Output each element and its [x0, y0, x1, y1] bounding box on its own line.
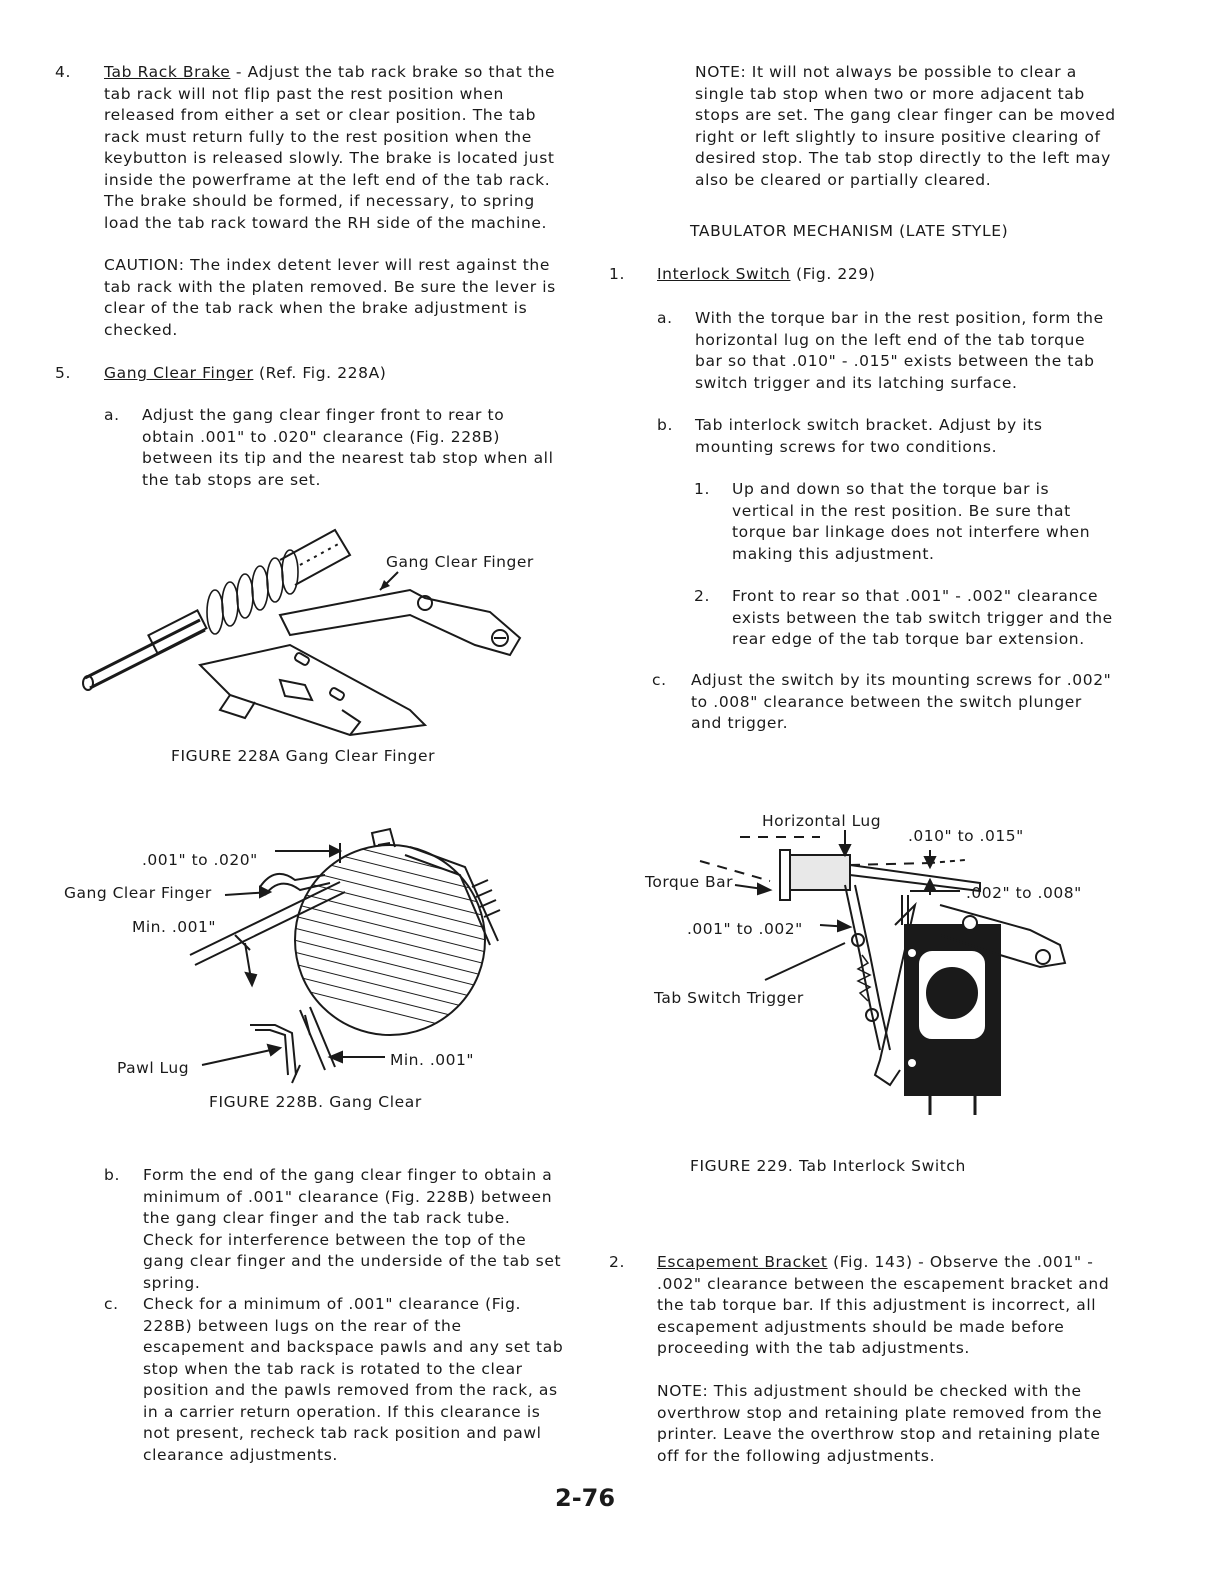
fig229-label-001: .001" to .002": [687, 920, 803, 938]
section-heading: TABULATOR MECHANISM (LATE STYLE): [690, 222, 1009, 240]
item-1-number: 1.: [609, 265, 625, 283]
item-1c-text: Adjust the switch by its mounting screws for .002" to .008" clearance between the switch plunger and trigger.: [691, 671, 1112, 732]
note-2: NOTE: This adjustment should be checked with the overthrow stop and retaining plate removed from the printer. Leave the overthrow stop and retaining plate off for the following adjustments.: [657, 1382, 1103, 1465]
fig228a-label-gang-clear-finger: Gang Clear Finger: [386, 553, 534, 571]
fig228b-label-min-1: Min. .001": [132, 918, 216, 936]
fig228b-label-min-2: Min. .001": [390, 1051, 474, 1069]
item-1b-text: Tab interlock switch bracket. Adjust by its mounting screws for two conditions.: [695, 416, 1043, 456]
item-1b2-number: 2.: [694, 587, 710, 605]
item-5b-letter: b.: [104, 1166, 120, 1184]
figure-228a-caption: FIGURE 228A Gang Clear Finger: [171, 747, 436, 765]
item-4-paragraph: [104, 62, 564, 234]
fig229-label-002: .002" to .008": [966, 884, 1082, 902]
item-1b1-text: Up and down so that the torque bar is vertical in the rest position. Be sure that torque bar linkage does not interfere when making this adjustment.: [732, 480, 1091, 563]
item-5-ref: (Ref. Fig. 228A): [258, 364, 387, 382]
figure-228b-illustration: [60, 835, 520, 1085]
figure-228b-caption: FIGURE 228B. Gang Clear: [209, 1093, 422, 1111]
item-5a-letter: a.: [104, 406, 120, 424]
fig229-label-torque-bar: Torque Bar: [645, 873, 734, 891]
item-1b1-number: 1.: [694, 480, 710, 498]
item-5-heading: [104, 363, 564, 385]
item-2-paragraph: [657, 1252, 1117, 1360]
figure-228a-illustration: [80, 520, 560, 740]
item-2-title: Escapement Bracket: [657, 1253, 828, 1271]
caution-paragraph: CAUTION: The index detent lever will rest against the tab rack with the platen removed. Be sure the lever is clear of the tab rack when the brake adjustment is checked.: [104, 256, 556, 339]
item-5-number: 5.: [55, 364, 71, 382]
fig229-label-010: .010" to .015": [908, 827, 1024, 845]
item-5b-text: Form the end of the gang clear finger to obtain a minimum of .001" clearance (Fig. 228B) between the gang clear finger and the tab rack tube. Check for interference between the top of the gang clear finger and the underside of the tab set spring.: [143, 1166, 562, 1292]
item-1b-letter: b.: [657, 416, 673, 434]
figure-229-illustration: [640, 805, 1120, 1130]
item-5-title: Gang Clear Finger: [104, 364, 254, 382]
item-5c-text: Check for a minimum of .001" clearance (Fig. 228B) between lugs on the rear of the escapement and backspace pawls and any set tab stop when the tab rack is rotated to the clear position and the pawls removed from the rack, as in a carrier return operation. If this clearance is not present, recheck tab rack position and pawl clearance adjustments.: [143, 1295, 564, 1464]
item-4-title: Tab Rack Brake: [104, 63, 231, 81]
item-1-title: Interlock Switch: [657, 265, 791, 283]
item-1-ref: (Fig. 229): [790, 265, 876, 283]
figure-229-caption: FIGURE 229. Tab Interlock Switch: [690, 1157, 966, 1175]
fig229-label-horizontal-lug: Horizontal Lug: [762, 812, 882, 830]
fig229-label-trigger: Tab Switch Trigger: [654, 989, 804, 1007]
item-4-body: - Adjust the tab rack brake so that the tab rack will not flip past the rest position when released from either a set or clear position. The tab rack must return fully to the rest position when the keybutton is released slowly. The brake is located just inside the powerframe at the left end of the tab rack. The brake should be formed, if necessary, to spring load the tab rack toward the RH side of the machine.: [104, 63, 556, 232]
fig228b-label-pawl-lug: Pawl Lug: [117, 1059, 190, 1077]
item-4-number: 4.: [55, 63, 71, 81]
item-2-number: 2.: [609, 1253, 625, 1271]
fig228b-label-finger: Gang Clear Finger: [64, 884, 212, 902]
note-1: NOTE: It will not always be possible to clear a single tab stop when two or more adjacent tab stops are set. The gang clear finger can be moved right or left slightly to insure positive clearing of desired stop. The tab stop directly to the left may also be cleared or partially cleared.: [695, 63, 1116, 189]
item-5c-letter: c.: [104, 1295, 119, 1313]
fig228b-label-range: .001" to .020": [142, 851, 258, 869]
item-1c-letter: c.: [652, 671, 667, 689]
item-1a-letter: a.: [657, 309, 673, 327]
item-1-heading: [657, 264, 1117, 286]
page-number: 2-76: [555, 1484, 616, 1512]
item-5a-text: Adjust the gang clear finger front to rear to obtain .001" to .020" clearance (Fig. 228B) between its tip and the nearest tab stop when all the tab stops are set.: [142, 406, 554, 489]
item-1b2-text: Front to rear so that .001" - .002" clearance exists between the tab switch trigger and the rear edge of the tab torque bar extension.: [732, 587, 1113, 648]
item-1a-text: With the torque bar in the rest position, form the horizontal lug on the left end of the tab torque bar so that .010" - .015" exists between the tab switch trigger and its latching surface.: [695, 309, 1104, 392]
item-2-body: (Fig. 143) - Observe the .001" - .002" clearance between the escapement bracket and the tab torque bar. If this adjustment is incorrect, all escapement adjustments should be made before proceeding with the tab adjustments.: [657, 1253, 1110, 1357]
